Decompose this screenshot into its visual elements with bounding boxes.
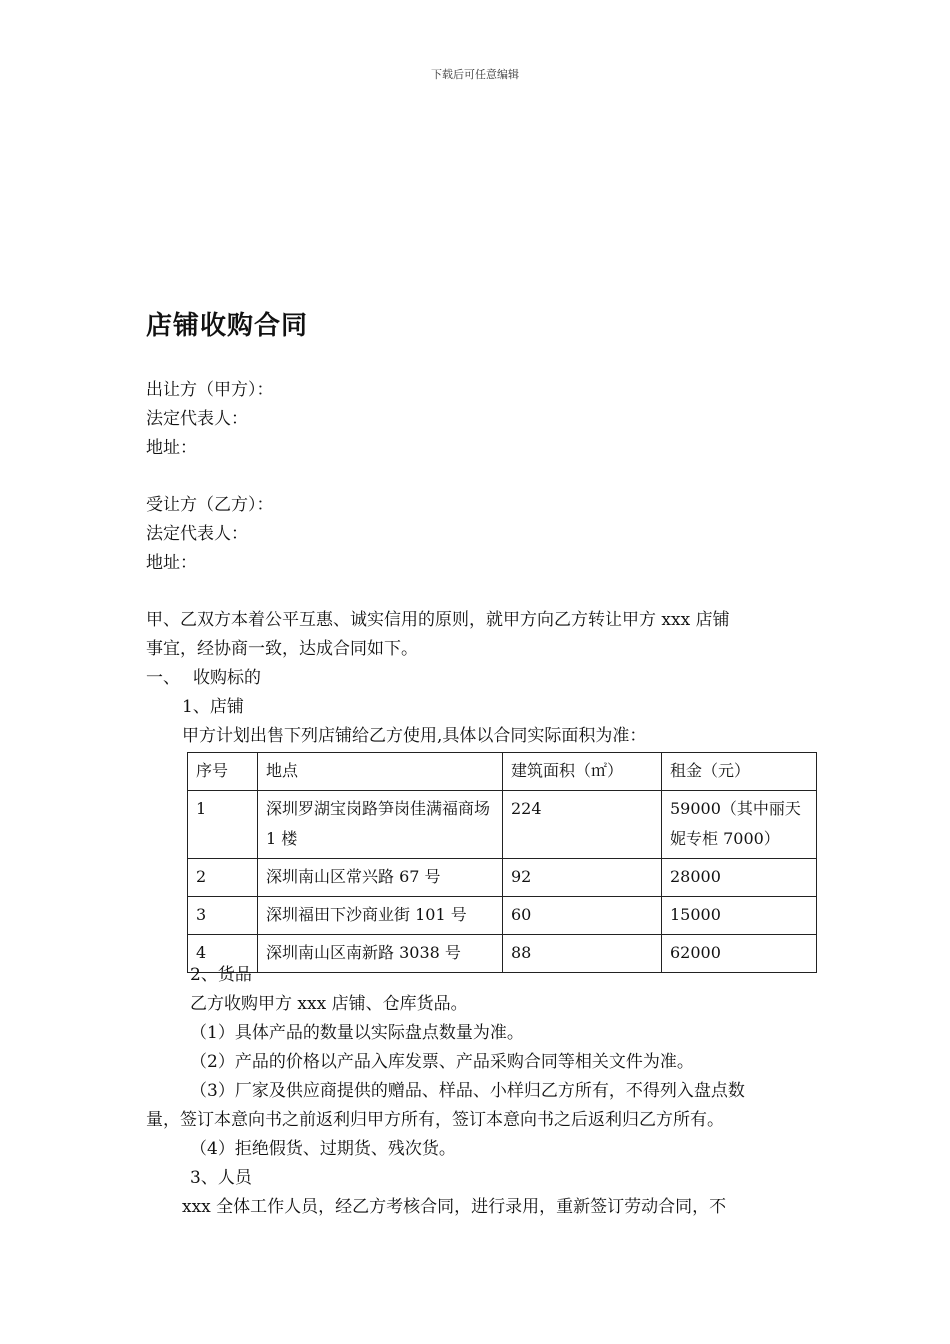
table-row	[188, 791, 817, 859]
table-header-cell: 租金（元）	[662, 753, 817, 791]
table-cell: 4	[188, 935, 258, 973]
table-cell: 深圳南山区南新路 3038 号	[258, 935, 503, 973]
table-cell: 15000	[662, 897, 817, 935]
item-2-point-1: （1）具体产品的数量以实际盘点数量为准。	[190, 1023, 524, 1043]
table-cell: 深圳南山区常兴路 67 号	[258, 859, 503, 897]
party-b-rep: 法定代表人：	[146, 524, 248, 544]
item-1-title: 1、店铺	[182, 697, 244, 717]
table-header-cell: 序号	[188, 753, 258, 791]
table-cell: 28000	[662, 859, 817, 897]
section-1-heading	[146, 667, 261, 689]
table-cell: 深圳罗湖宝岗路笋岗佳满福商场 1 楼	[258, 791, 503, 859]
intro-line-1: 甲、乙双方本着公平互惠、诚实信用的原则，就甲方向乙方转让甲方 xxx 店铺	[146, 610, 730, 630]
item-3-desc: xxx 全体工作人员，经乙方考核合同，进行录用，重新签订劳动合同，不	[182, 1197, 727, 1217]
item-3-title: 3、人员	[190, 1168, 252, 1188]
intro-line-2: 事宜，经协商一致，达成合同如下。	[146, 639, 418, 659]
table-cell: 62000	[662, 935, 817, 973]
section-1-number: 一、	[146, 668, 180, 688]
table-cell: 88	[503, 935, 662, 973]
party-a-rep: 法定代表人：	[146, 409, 248, 429]
table-cell: 60	[503, 897, 662, 935]
item-2-point-3b: 量，签订本意向书之前返利归甲方所有，签订本意向书之后返利归乙方所有。	[146, 1110, 724, 1130]
table-row	[188, 935, 817, 973]
party-a-address: 地址：	[146, 438, 197, 458]
table-header-cell: 建筑面积（㎡）	[503, 753, 662, 791]
table-cell: 3	[188, 897, 258, 935]
party-b-address: 地址：	[146, 553, 197, 573]
party-b-label: 受让方（乙方）：	[146, 495, 274, 515]
item-2-desc: 乙方收购甲方 xxx 店铺、仓库货品。	[190, 994, 468, 1014]
document-title: 店铺收购合同	[146, 311, 309, 341]
header-note: 下载后可任意编辑	[431, 68, 519, 81]
table-cell: 92	[503, 859, 662, 897]
table-cell: 1	[188, 791, 258, 859]
table-cell: 224	[503, 791, 662, 859]
party-a-label: 出让方（甲方）：	[146, 380, 274, 400]
table-cell: 2	[188, 859, 258, 897]
section-1-title: 收购标的	[193, 668, 261, 688]
item-1-desc: 甲方计划出售下列店铺给乙方使用,具体以合同实际面积为准：	[182, 726, 647, 746]
table-cell: 59000（其中丽天妮专柜 7000）	[662, 791, 817, 859]
item-2-point-2: （2）产品的价格以产品入库发票、产品采购合同等相关文件为准。	[190, 1052, 694, 1072]
table-cell: 深圳福田下沙商业街 101 号	[258, 897, 503, 935]
table-row	[188, 897, 817, 935]
item-2-point-4: （4）拒绝假货、过期货、残次货。	[190, 1139, 456, 1159]
table-header-row	[188, 753, 817, 791]
shop-table	[187, 752, 817, 973]
item-2-title: 2、货品	[190, 965, 252, 985]
item-2-point-3a: （3）厂家及供应商提供的赠品、样品、小样归乙方所有，不得列入盘点数	[190, 1081, 745, 1101]
table-header-cell: 地点	[258, 753, 503, 791]
table-row	[188, 859, 817, 897]
